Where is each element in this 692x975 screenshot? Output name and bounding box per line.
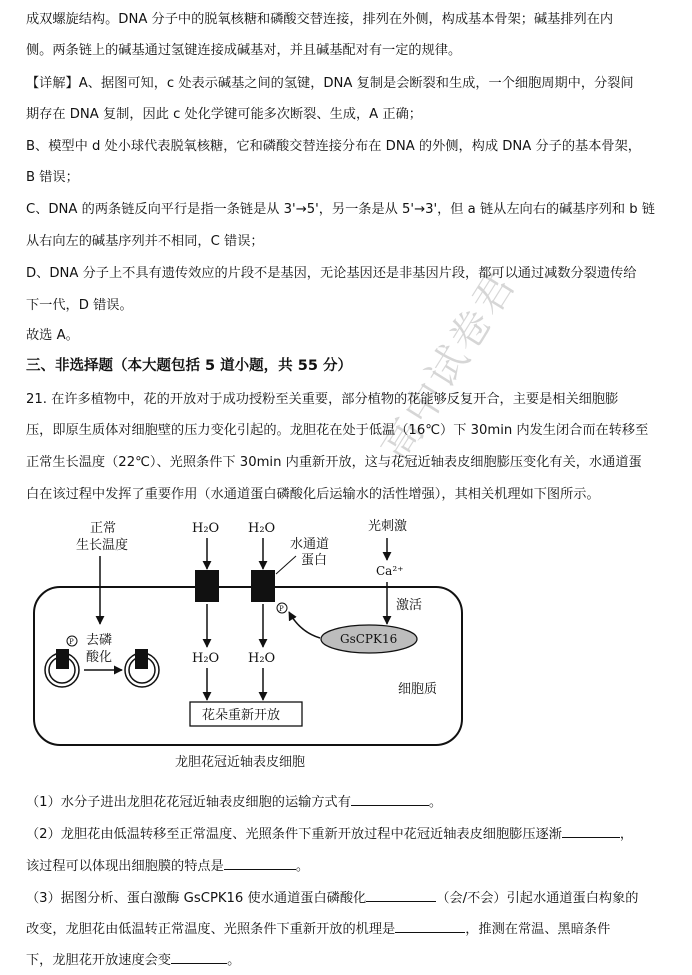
aquaporin-channel: [251, 570, 275, 602]
sub-question-3-cont: 改变，龙胆花由低温转正常温度、光照条件下重新开放的机理是 ，推测在常温、黑暗条件: [26, 922, 611, 937]
paragraph-line: 【详解】A、据图可知，c 处表示碱基之间的氢键，DNA 复制是会断裂和生成，一个细胞周期中，分裂间: [26, 76, 634, 91]
paragraph-line: 故选 A。: [26, 328, 79, 343]
answer-blank[interactable]: [171, 951, 227, 964]
section-heading: 三、非选择题（本大题包括 5 道小题，共 55 分）: [26, 358, 352, 374]
paragraph-line: B 错误；: [26, 170, 79, 185]
paragraph-line: 成双螺旋结构。DNA 分子中的脱氧核糖和磷酸交替连接，排列在外侧，构成基本骨架；碱基排列在内: [26, 12, 614, 27]
question-line: 压，即原生质体对细胞壁的压力变化引起的。龙胆花在处于低温（16℃）下 30min 内发生闭合而在转移至: [26, 423, 649, 438]
question-line: 正常生长温度（22℃）、光照条件下 30min 内重新开放，这与花冠近轴表皮细胞膨压变化有关，水通道蛋: [26, 455, 642, 470]
paragraph-line: 侧。两条链上的碱基通过氢键连接成碱基对，并且碱基配对有一定的规律。: [26, 43, 462, 58]
answer-blank[interactable]: [351, 793, 429, 806]
sub-question-2-cont: 该过程可以体现出细胞膜的特点是 。: [26, 859, 309, 874]
h2o-label: H₂O: [192, 521, 220, 536]
gscpk16-label: GsCPK16: [340, 632, 398, 646]
paragraph-line: 期存在 DNA 复制，因此 c 处化学键可能多次断裂、生成，A 正确；: [26, 107, 422, 122]
h2o-label: H₂O: [248, 651, 276, 666]
cytoplasm-label: 细胞质: [398, 682, 438, 697]
reopen-label: 花朵重新开放: [202, 708, 281, 723]
light-stimulus-label: 光刺激: [368, 519, 408, 534]
sub-question-1: （1）水分子进出龙胆花花冠近轴表皮细胞的运输方式有 。: [26, 795, 443, 810]
paragraph-line: 下一代，D 错误。: [26, 298, 133, 313]
h2o-label: H₂O: [248, 521, 276, 536]
sub-question-3-end: 下，龙胆花开放速度会变 。: [26, 953, 241, 968]
answer-blank[interactable]: [224, 857, 296, 870]
aquaporin-block: [135, 649, 148, 669]
aquaporin-label: 水通道: [290, 537, 330, 552]
aquaporin-block: [56, 649, 69, 669]
h2o-label: H₂O: [192, 651, 220, 666]
paragraph-line: B、模型中 d 处小球代表脱氧核糖，它和磷酸交替连接分布在 DNA 的外侧，构成 DNA 分子的基本骨架，: [26, 139, 641, 154]
mechanism-diagram: [20, 512, 670, 774]
answer-blank[interactable]: [366, 889, 436, 902]
paragraph-line: 从右向左的碱基序列并不相同，C 错误；: [26, 234, 264, 249]
normal-temp-label: 生长温度: [76, 538, 129, 553]
dephosphorylation-label: 酸化: [86, 650, 113, 665]
cell-name-label: 龙胆花冠近轴表皮细胞: [175, 755, 306, 770]
svg-text:P: P: [279, 605, 284, 613]
aquaporin-channel: [195, 570, 219, 602]
aquaporin-label: 蛋白: [301, 553, 328, 568]
svg-text:P: P: [69, 638, 74, 646]
answer-blank[interactable]: [562, 825, 620, 838]
sub-question-2: （2）龙胆花由低温转移至正常温度、光照条件下重新开放过程中花冠近轴表皮细胞膨压逐渐 ，: [26, 827, 634, 842]
question-line: 白在该过程中发挥了重要作用（水通道蛋白磷酸化后运输水的活性增强），其相关机理如下图所示。: [26, 487, 600, 502]
paragraph-line: C、DNA 的两条链反向平行是指一条链是从 3'→5'，另一条是从 5'→3'，但 a 链从左向右的碱基序列和 b 链: [26, 202, 655, 217]
question-line: 21. 在许多植物中，花的开放对于成功授粉至关重要，部分植物的花能够反复开合，主要是相关细胞膨: [26, 392, 619, 407]
normal-temp-label: 正常: [90, 521, 117, 536]
calcium-label: Ca²⁺: [376, 564, 404, 578]
sub-question-3: （3）据图分析、蛋白激酶 GsCPK16 使水通道蛋白磷酸化 （会/不会）引起水通道蛋白构象的: [26, 891, 639, 906]
paragraph-line: D、DNA 分子上不具有遗传效应的片段不是基因，无论基因还是非基因片段，都可以通过减数分裂遗传给: [26, 266, 637, 281]
activate-label: 激活: [396, 598, 423, 613]
answer-blank[interactable]: [395, 920, 465, 933]
watermark: 高中试卷君: [372, 262, 526, 470]
dephosphorylation-label: 去磷: [86, 633, 113, 648]
